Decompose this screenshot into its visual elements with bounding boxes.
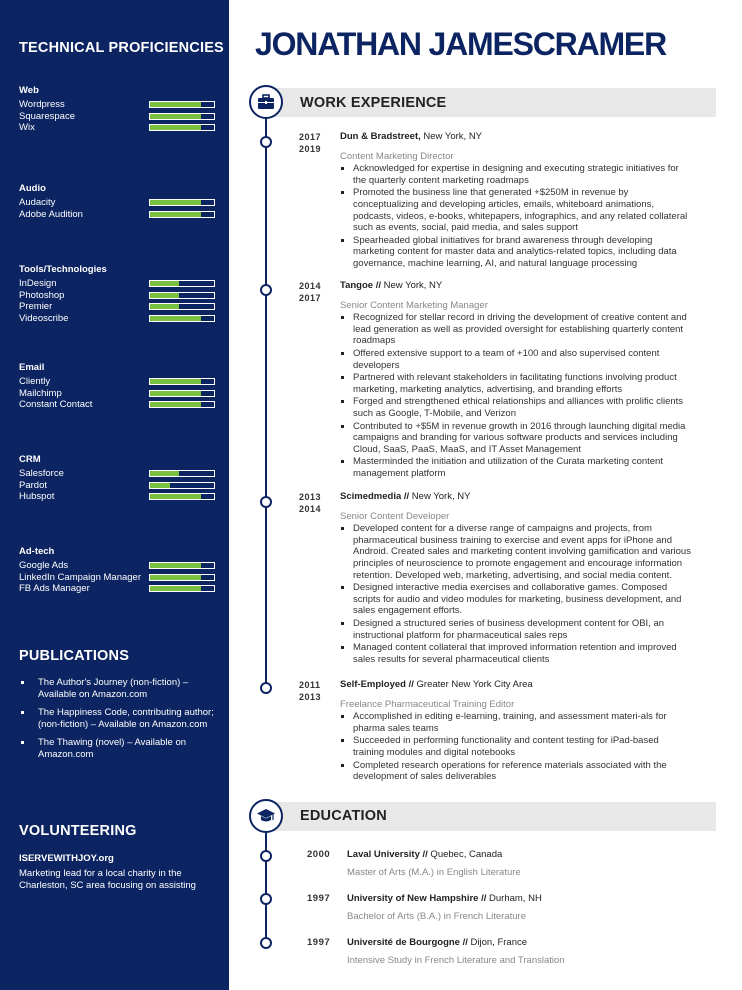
category-title: Audio: [19, 183, 46, 194]
category-title: CRM: [19, 454, 41, 465]
skill-bar: [149, 101, 215, 108]
skill-bar: [149, 562, 215, 569]
job-bullets: [340, 312, 692, 479]
sidebar: [0, 0, 229, 990]
degree: Intensive Study in French Literature and Translation: [347, 955, 565, 966]
edu-header: [347, 937, 687, 948]
timeline-dot: [260, 850, 272, 862]
skill-row: [19, 388, 219, 400]
skill-name: Wordpress: [19, 99, 65, 111]
skill-name: Premier: [19, 301, 53, 313]
job-years: [299, 491, 321, 515]
skill-bar: [149, 315, 215, 322]
bullet: Succeeded in performing functionality and content testing for iPad-based training modules and digital notebooks: [340, 735, 692, 758]
school: Université de Bourgogne //: [347, 937, 468, 948]
skill-row: [19, 480, 219, 492]
category-title: Tools/Technologies: [19, 264, 107, 275]
publication-item: The Thawing (novel) – Available on Amazon.com: [19, 737, 214, 760]
company: Self-Employed //: [340, 679, 414, 690]
edu-location: Quebec, Canada: [427, 849, 503, 860]
location: New York, NY: [420, 131, 483, 142]
degree: Master of Arts (M.A.) in English Literature: [347, 867, 521, 878]
job-role: Freelance Pharmaceutical Training Editor: [340, 698, 515, 710]
skill-name: Cliently: [19, 376, 51, 388]
location: New York, NY: [409, 491, 471, 502]
skill-category-audio: [19, 183, 219, 220]
job-header: [340, 491, 692, 503]
skill-bar-fill: [150, 471, 179, 476]
year-start: 2011: [299, 680, 321, 690]
skill-bar: [149, 211, 215, 218]
year-start: 2017: [299, 132, 322, 142]
bullet: Masterminded the initiation and utilization of the Curata marketing content management platform: [340, 456, 692, 479]
job-bullets: [340, 523, 692, 665]
skill-row: [19, 468, 219, 480]
location: Greater New York City Area: [413, 679, 533, 690]
skill-name: Photoshop: [19, 289, 65, 301]
job-entry: [340, 491, 692, 666]
bullet: Recognized for stellar record in driving the development of creative content and lead generation as well as provided oversight for establishing quarterly content roadmaps: [340, 312, 692, 347]
bullet: Partnered with relevant stakeholders in facilitating functions involving product marketing, marketing analytics, advertising, and branding efforts: [340, 372, 692, 395]
education-entry: [347, 937, 687, 966]
publications-heading: PUBLICATIONS: [19, 648, 130, 664]
skill-row: [19, 376, 219, 388]
skill-name: InDesign: [19, 278, 57, 290]
volunteer-org: ISERVEWITHJOY.org: [19, 853, 114, 864]
skill-bar-fill: [150, 125, 201, 130]
skill-bar-fill: [150, 402, 201, 407]
briefcase-icon: [249, 85, 283, 119]
skill-bar: [149, 292, 215, 299]
skill-row: [19, 99, 219, 111]
skill-bar: [149, 574, 215, 581]
skill-name: Mailchimp: [19, 387, 62, 399]
year-end: 2019: [299, 144, 322, 154]
timeline-dot: [260, 284, 272, 296]
skill-name: Hubspot: [19, 491, 55, 503]
job-header: [340, 131, 692, 143]
edu-header: [347, 893, 687, 904]
skill-row: [19, 313, 219, 325]
edu-location: Durham, NH: [486, 893, 542, 904]
skill-name: Adobe Audition: [19, 208, 83, 220]
degree: Bachelor of Arts (B.A.) in French Literature: [347, 911, 526, 922]
skill-bar: [149, 482, 215, 489]
education-heading: EDUCATION: [300, 808, 387, 824]
job-years: [299, 679, 321, 703]
edu-header: [347, 849, 687, 860]
skill-bar: [149, 470, 215, 477]
skill-bar-fill: [150, 483, 170, 488]
bullet: Promoted the business line that generated +$250M in revenue by conceptualizing and developing articles, emails, whiteboard animations, podcasts, videos, e-books, whitepapers, infographics, and any related collateral such as events, social, paid media, and sales support: [340, 187, 692, 233]
bullet: Forged and strengthened ethical relationships and alliances with prolific clients such as Google, T-Mobile, and Verizon: [340, 396, 692, 419]
skill-name: Audacity: [19, 197, 56, 209]
skill-bar-fill: [150, 575, 201, 580]
category-title: Email: [19, 362, 45, 373]
job-years: [299, 280, 321, 304]
skill-name: Google Ads: [19, 560, 69, 572]
school: Laval University //: [347, 849, 428, 860]
volunteer-description: Marketing lead for a local charity in the Charleston, SC area focusing on assisting: [19, 868, 196, 891]
timeline-dot: [260, 496, 272, 508]
edu-year: 2000: [307, 849, 331, 860]
briefcase-svg: [257, 94, 275, 110]
skill-bar-fill: [150, 586, 201, 591]
skill-row: [19, 122, 219, 134]
skill-bar-fill: [150, 102, 201, 107]
skill-row: [19, 572, 219, 584]
skill-bar: [149, 585, 215, 592]
bullet: Developed content for a diverse range of campaigns and projects, from pharmaceutical business training to exercise and event apps for iPhone and Android. Created sales and marketing content involving gamification and various principles of neuroscience to promote engagement and encourage information retention. Developed web, marketing, advertising, and social media content.: [340, 523, 692, 581]
skill-name: Videoscribe: [19, 313, 69, 325]
skill-bar-fill: [150, 304, 179, 309]
category-title: Ad-tech: [19, 546, 55, 557]
edu-year: 1997: [307, 893, 331, 904]
candidate-name: JONATHAN JAMESCRAMER: [255, 26, 666, 62]
job-entry: [340, 280, 692, 481]
job-role: Senior Content Marketing Manager: [340, 299, 488, 311]
bullet: Designed a structured series of business development content for OBI, an instructional platform for pharmaceutical sales reps: [340, 618, 692, 641]
job-bullets: [340, 711, 692, 783]
edu-location: Dijon, France: [467, 937, 528, 948]
skill-bar-fill: [150, 563, 201, 568]
skill-name: FB Ads Manager: [19, 583, 90, 595]
skill-row: [19, 560, 219, 572]
year-end: 2014: [299, 504, 322, 514]
job-role: Content Marketing Director: [340, 150, 454, 162]
job-header: [340, 280, 692, 292]
bullet: Accomplished in editing e-learning, training, and assessment materi-als for pharma sales teams: [340, 711, 692, 734]
skill-bar-fill: [150, 281, 179, 286]
publications-list: [19, 677, 214, 768]
graduation-cap-svg: [256, 808, 276, 824]
school: University of New Hampshire //: [347, 893, 487, 904]
skill-bar: [149, 124, 215, 131]
skill-bar: [149, 280, 215, 287]
timeline-dot: [260, 136, 272, 148]
skill-name: Wix: [19, 122, 35, 134]
company: Scimedmedia //: [340, 491, 410, 502]
skill-row: [19, 278, 219, 290]
skill-name: LinkedIn Campaign Manager: [19, 571, 141, 583]
graduation-cap-icon: [249, 799, 283, 833]
year-start: 2013: [299, 492, 322, 502]
skill-name: Pardot: [19, 479, 47, 491]
work-experience-heading: WORK EXPERIENCE: [300, 95, 447, 111]
education-entry: [347, 849, 687, 878]
bullet: Acknowledged for expertise in designing and executing strategic initiatives for the quarterly content marketing roadmaps: [340, 163, 692, 186]
skill-row: [19, 399, 219, 411]
skill-bar: [149, 390, 215, 397]
skill-bar-fill: [150, 391, 201, 396]
volunteering-heading: VOLUNTEERING: [19, 823, 137, 839]
bullet: Offered extensive support to a team of +100 and also supervised content developers: [340, 348, 692, 371]
skill-bar: [149, 378, 215, 385]
skill-bar: [149, 303, 215, 310]
work-timeline-line: [265, 118, 267, 688]
skill-bar-fill: [150, 212, 201, 217]
company: Tangoe //: [340, 280, 381, 291]
skill-bar-fill: [150, 200, 201, 205]
skill-bar-fill: [150, 293, 179, 298]
skill-bar: [149, 113, 215, 120]
skill-bar: [149, 401, 215, 408]
timeline-dot: [260, 893, 272, 905]
education-entry: [347, 893, 687, 922]
edu-year: 1997: [307, 937, 331, 948]
year-end: 2013: [299, 692, 322, 702]
year-start: 2014: [299, 281, 322, 291]
skill-category-email: [19, 362, 219, 411]
job-entry: [340, 679, 692, 784]
skill-row: [19, 209, 219, 221]
location: New York, NY: [381, 280, 443, 291]
skill-bar-fill: [150, 114, 201, 119]
publication-item: The Author's Journey (non-fiction) – Available on Amazon.com: [19, 677, 214, 700]
skill-name: Squarespace: [19, 110, 75, 122]
skill-row: [19, 197, 219, 209]
skill-bar: [149, 493, 215, 500]
skill-row: [19, 111, 219, 123]
bullet: Contributed to +$5M in revenue growth in 2016 through launching digital media campaigns and branding for various software products and services including Cloud, SaaS, PaaS, MaaS, and IT Asset Management: [340, 421, 692, 456]
category-title: Web: [19, 85, 39, 96]
skill-bar-fill: [150, 316, 201, 321]
skill-bar-fill: [150, 379, 201, 384]
bullet: Managed content collateral that improved information retention and improved sales results for several pharmaceutical clients: [340, 642, 692, 665]
job-role: Senior Content Developer: [340, 510, 450, 522]
bullet: Designed interactive media exercises and collaborative games. Composed scripts for audio and video modules for marketing, business development, and sales engagement efforts.: [340, 582, 692, 617]
bullet: Completed research operations for reference materials associated with the development of sales deliverables: [340, 760, 692, 783]
skill-row: [19, 290, 219, 302]
skill-row: [19, 301, 219, 313]
job-header: [340, 679, 692, 691]
skill-category-crm: [19, 454, 219, 503]
timeline-dot: [260, 682, 272, 694]
skill-bar: [149, 199, 215, 206]
skill-category-tools: [19, 264, 219, 324]
education-timeline-line: [265, 830, 267, 945]
job-bullets: [340, 163, 692, 269]
job-entry: [340, 131, 692, 271]
skill-category-adtech: [19, 546, 219, 595]
skill-row: [19, 583, 219, 595]
tech-proficiencies-heading: TECHNICAL PROFICIENCIES: [19, 40, 224, 56]
company: Dun & Bradstreet,: [340, 131, 421, 142]
publication-item: The Happiness Code, contributing author; (non-fiction) – Available on Amazon.com: [19, 707, 214, 730]
timeline-dot: [260, 937, 272, 949]
job-years: [299, 131, 321, 155]
skill-bar-fill: [150, 494, 201, 499]
skill-name: Constant Contact: [19, 399, 93, 411]
skill-category-web: [19, 85, 219, 134]
year-end: 2017: [299, 293, 322, 303]
skill-row: [19, 491, 219, 503]
skill-name: Salesforce: [19, 468, 64, 480]
bullet: Spearheaded global initiatives for brand awareness through developing marketing content for master data and analytics-related topics, including data governance, machine learning, AI, and natural language processing: [340, 235, 692, 270]
